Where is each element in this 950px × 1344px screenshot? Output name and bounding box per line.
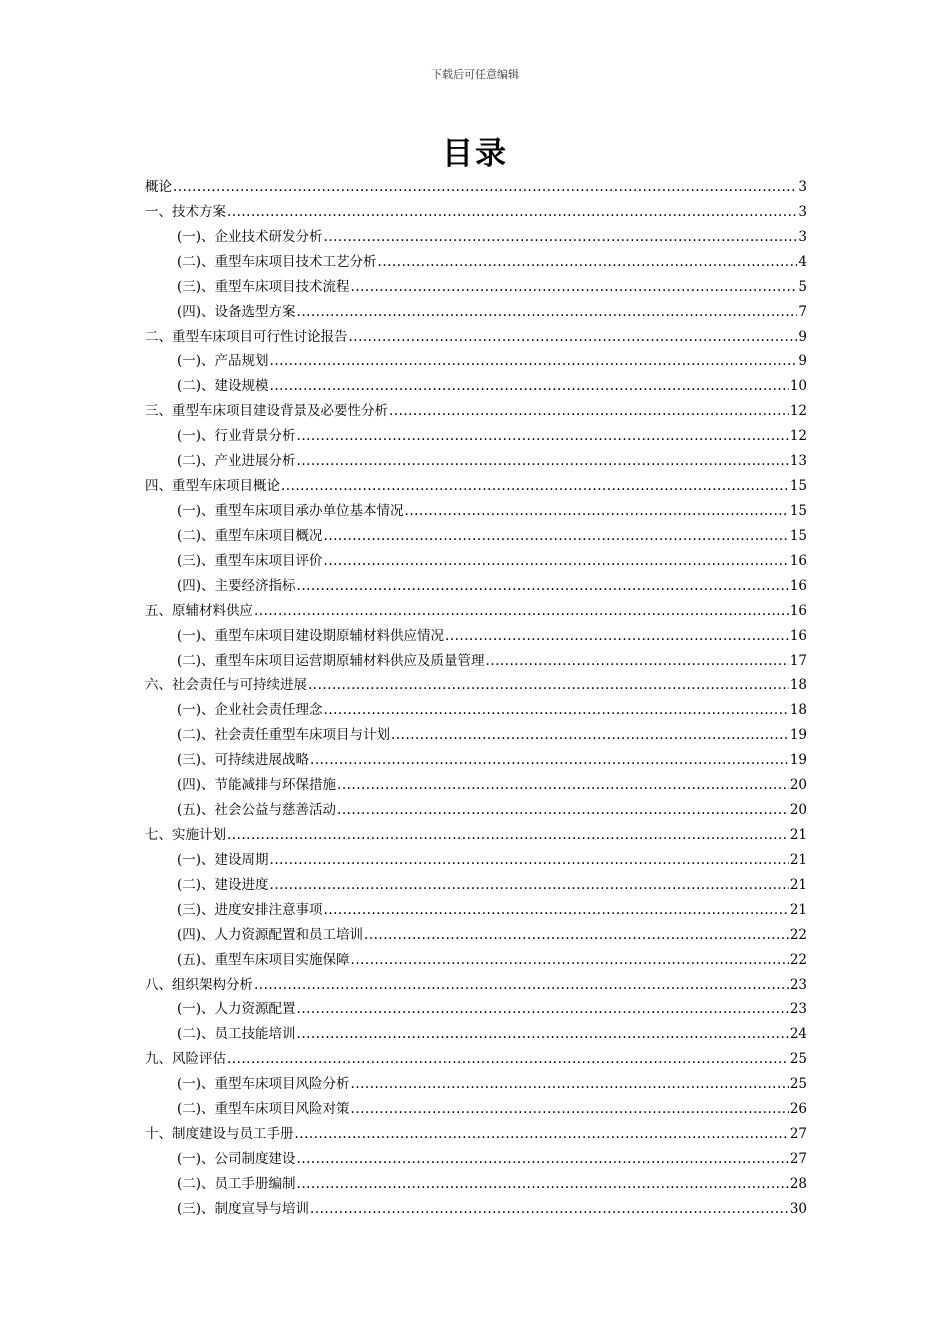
toc-subsection-entry[interactable]: [145, 948, 807, 973]
toc-dot-leader: [254, 973, 789, 998]
toc-dot-leader: [297, 449, 789, 474]
toc-page-number: 17: [789, 652, 807, 669]
toc-entry-label: (二)、员工手册编制: [177, 1175, 296, 1192]
toc-page-number: 15: [789, 502, 807, 519]
toc-page-number: 3: [798, 228, 807, 245]
toc-subsection-entry[interactable]: [145, 748, 807, 773]
toc-page-number: 27: [789, 1126, 807, 1143]
toc-subsection-entry[interactable]: [145, 624, 807, 649]
toc-entry-label: (三)、进度安排注意事项: [177, 901, 323, 918]
toc-section-entry[interactable]: [145, 673, 807, 698]
toc-page-number: 12: [789, 428, 807, 445]
toc-page-number: 26: [789, 1101, 807, 1118]
toc-subsection-entry[interactable]: [145, 349, 807, 374]
toc-page-number: 20: [789, 802, 807, 819]
toc-entry-label: (一)、人力资源配置: [177, 1001, 296, 1018]
toc-dot-leader: [405, 499, 789, 524]
toc-page-number: 13: [789, 453, 807, 470]
toc-page-number: 3: [798, 179, 807, 195]
toc-entry-label: 六、社会责任与可持续进展: [145, 677, 307, 694]
toc-dot-leader: [297, 300, 798, 325]
toc-dot-leader: [227, 823, 789, 848]
toc-entry-label: (三)、制度宣导与培训: [177, 1200, 310, 1217]
toc-dot-leader: [378, 250, 798, 275]
toc-entry-label: (二)、重型车床项目概况: [177, 527, 323, 544]
toc-page-number: 12: [789, 403, 807, 420]
toc-subsection-entry[interactable]: [145, 499, 807, 524]
toc-dot-leader: [297, 1022, 789, 1047]
table-of-contents: [145, 175, 807, 1222]
toc-page-number: 16: [789, 602, 807, 619]
toc-dot-leader: [270, 873, 789, 898]
toc-subsection-entry[interactable]: [145, 698, 807, 723]
toc-section-entry[interactable]: [145, 325, 807, 350]
toc-subsection-entry[interactable]: [145, 300, 807, 325]
toc-dot-leader: [297, 1172, 789, 1197]
toc-entry-label: 十、制度建设与员工手册: [145, 1126, 294, 1143]
toc-subsection-entry[interactable]: [145, 1147, 807, 1172]
toc-entry-label: 五、原辅材料供应: [145, 602, 253, 619]
toc-entry-label: (一)、企业技术研发分析: [177, 228, 323, 245]
toc-subsection-entry[interactable]: [145, 374, 807, 399]
toc-dot-leader: [297, 997, 789, 1022]
toc-entry-label: (二)、建设进度: [177, 876, 269, 893]
toc-entry-label: (四)、设备选型方案: [177, 303, 296, 320]
toc-page-number: 23: [789, 976, 807, 993]
toc-dot-leader: [349, 325, 798, 350]
toc-subsection-entry[interactable]: [145, 997, 807, 1022]
toc-dot-leader: [270, 374, 789, 399]
toc-dot-leader: [295, 1122, 789, 1147]
toc-section-entry[interactable]: [145, 200, 807, 225]
toc-entry-label: (四)、主要经济指标: [177, 577, 296, 594]
toc-dot-leader: [308, 673, 789, 698]
toc-page-number: 21: [789, 901, 807, 918]
toc-entry-label: 概论: [145, 179, 172, 195]
toc-subsection-entry[interactable]: [145, 574, 807, 599]
toc-page-number: 7: [798, 303, 807, 320]
toc-page-number: 25: [789, 1051, 807, 1068]
toc-entry-label: (一)、重型车床项目建设期原辅材料供应情况: [177, 627, 445, 644]
toc-entry-label: (二)、员工技能培训: [177, 1026, 296, 1043]
toc-entry-label: (二)、社会责任重型车床项目与计划: [177, 727, 391, 744]
toc-dot-leader: [281, 474, 789, 499]
toc-dot-leader: [324, 524, 789, 549]
toc-entry-label: (二)、重型车床项目技术工艺分析: [177, 253, 377, 270]
toc-entry-label: (一)、重型车床项目风险分析: [177, 1076, 350, 1093]
toc-dot-leader: [324, 225, 798, 250]
toc-subsection-entry[interactable]: [145, 1097, 807, 1122]
toc-page-number: 5: [798, 278, 807, 295]
toc-subsection-entry[interactable]: [145, 873, 807, 898]
toc-dot-leader: [227, 200, 797, 225]
toc-dot-leader: [337, 773, 789, 798]
toc-page-number: 27: [789, 1150, 807, 1167]
toc-dot-leader: [310, 748, 789, 773]
toc-page-number: 21: [789, 826, 807, 843]
toc-dot-leader: [324, 898, 789, 923]
toc-dot-leader: [254, 599, 789, 624]
toc-subsection-entry[interactable]: [145, 1072, 807, 1097]
toc-page-number: 15: [789, 527, 807, 544]
toc-page-number: 15: [789, 478, 807, 495]
toc-page-number: 16: [789, 627, 807, 644]
toc-subsection-entry[interactable]: [145, 250, 807, 275]
toc-subsection-entry[interactable]: [145, 424, 807, 449]
toc-subsection-entry[interactable]: [145, 225, 807, 250]
toc-page-number: 21: [789, 876, 807, 893]
toc-dot-leader: [391, 723, 789, 748]
toc-dot-leader: [351, 948, 789, 973]
toc-subsection-entry[interactable]: [145, 773, 807, 798]
toc-subsection-entry[interactable]: [145, 1022, 807, 1047]
toc-entry-label: (一)、企业社会责任理念: [177, 702, 323, 719]
toc-subsection-entry[interactable]: [145, 449, 807, 474]
toc-dot-leader: [364, 923, 789, 948]
toc-subsection-entry[interactable]: [145, 649, 807, 674]
toc-page-number: 21: [789, 851, 807, 868]
toc-dot-leader: [389, 399, 789, 424]
toc-page-number: 28: [789, 1175, 807, 1192]
toc-dot-leader: [227, 1047, 789, 1072]
toc-page-number: 4: [798, 253, 807, 270]
toc-subsection-entry[interactable]: [145, 275, 807, 300]
toc-section-entry[interactable]: [145, 1122, 807, 1147]
toc-section-entry[interactable]: [145, 599, 807, 624]
toc-page-number: 16: [789, 552, 807, 569]
toc-entry-label: (二)、重型车床项目运营期原辅材料供应及质量管理: [177, 652, 485, 669]
toc-subsection-entry[interactable]: [145, 923, 807, 948]
toc-entry-label: (三)、重型车床项目评价: [177, 552, 323, 569]
toc-section-entry[interactable]: [145, 175, 807, 200]
toc-page-number: 23: [789, 1001, 807, 1018]
page-title: 目录: [442, 136, 508, 172]
toc-entry-label: 一、技术方案: [145, 203, 226, 220]
toc-dot-leader: [270, 349, 798, 374]
toc-entry-label: (五)、社会公益与慈善活动: [177, 802, 337, 819]
toc-page-number: 22: [789, 926, 807, 943]
toc-entry-label: (一)、重型车床项目承办单位基本情况: [177, 502, 404, 519]
toc-page-number: 22: [789, 951, 807, 968]
toc-entry-label: (三)、可持续进展战略: [177, 752, 310, 769]
toc-dot-leader: [173, 175, 797, 200]
toc-section-entry[interactable]: [145, 823, 807, 848]
toc-page-number: 18: [789, 702, 807, 719]
toc-section-entry[interactable]: [145, 1047, 807, 1072]
toc-dot-leader: [445, 624, 789, 649]
toc-entry-label: (一)、建设周期: [177, 851, 269, 868]
toc-dot-leader: [297, 1147, 789, 1172]
toc-entry-label: 三、重型车床项目建设背景及必要性分析: [145, 403, 388, 420]
toc-entry-label: 四、重型车床项目概论: [145, 478, 280, 495]
toc-subsection-entry[interactable]: [145, 524, 807, 549]
toc-dot-leader: [351, 1097, 789, 1122]
toc-subsection-entry[interactable]: [145, 1197, 807, 1222]
toc-page-number: 9: [798, 353, 807, 370]
toc-entry-label: (四)、人力资源配置和员工培训: [177, 926, 364, 943]
toc-page-number: 19: [789, 752, 807, 769]
toc-entry-label: (一)、产品规划: [177, 353, 269, 370]
toc-subsection-entry[interactable]: [145, 898, 807, 923]
toc-section-entry[interactable]: [145, 973, 807, 998]
toc-entry-label: (二)、重型车床项目风险对策: [177, 1101, 350, 1118]
toc-entry-label: (四)、节能减排与环保措施: [177, 777, 337, 794]
toc-dot-leader: [351, 1072, 789, 1097]
toc-page-number: 3: [798, 203, 807, 220]
toc-subsection-entry[interactable]: [145, 723, 807, 748]
toc-entry-label: (二)、建设规模: [177, 378, 269, 395]
toc-section-entry[interactable]: [145, 474, 807, 499]
toc-entry-label: (一)、行业背景分析: [177, 428, 296, 445]
toc-page-number: 9: [798, 328, 807, 345]
toc-section-entry[interactable]: [145, 399, 807, 424]
toc-page-number: 19: [789, 727, 807, 744]
toc-dot-leader: [297, 424, 789, 449]
toc-dot-leader: [324, 698, 789, 723]
toc-entry-label: 八、组织架构分析: [145, 976, 253, 993]
toc-page-number: 24: [789, 1026, 807, 1043]
toc-subsection-entry[interactable]: [145, 1172, 807, 1197]
toc-dot-leader: [337, 798, 789, 823]
toc-page-number: 25: [789, 1076, 807, 1093]
toc-dot-leader: [486, 649, 789, 674]
toc-dot-leader: [351, 275, 798, 300]
toc-page-number: 10: [789, 378, 807, 395]
toc-entry-label: (三)、重型车床项目技术流程: [177, 278, 350, 295]
toc-entry-label: (二)、产业进展分析: [177, 453, 296, 470]
toc-dot-leader: [310, 1197, 789, 1222]
toc-entry-label: 七、实施计划: [145, 826, 226, 843]
toc-subsection-entry[interactable]: [145, 848, 807, 873]
toc-dot-leader: [297, 574, 789, 599]
toc-dot-leader: [270, 848, 789, 873]
toc-dot-leader: [324, 549, 789, 574]
toc-page-number: 30: [789, 1200, 807, 1217]
toc-entry-label: 九、风险评估: [145, 1051, 226, 1068]
toc-subsection-entry[interactable]: [145, 798, 807, 823]
page-header: 下载后可任意编辑: [431, 68, 519, 81]
toc-page-number: 18: [789, 677, 807, 694]
toc-entry-label: (一)、公司制度建设: [177, 1150, 296, 1167]
toc-entry-label: 二、重型车床项目可行性讨论报告: [145, 328, 348, 345]
toc-page-number: 20: [789, 777, 807, 794]
toc-entry-label: (五)、重型车床项目实施保障: [177, 951, 350, 968]
toc-subsection-entry[interactable]: [145, 549, 807, 574]
toc-page-number: 16: [789, 577, 807, 594]
